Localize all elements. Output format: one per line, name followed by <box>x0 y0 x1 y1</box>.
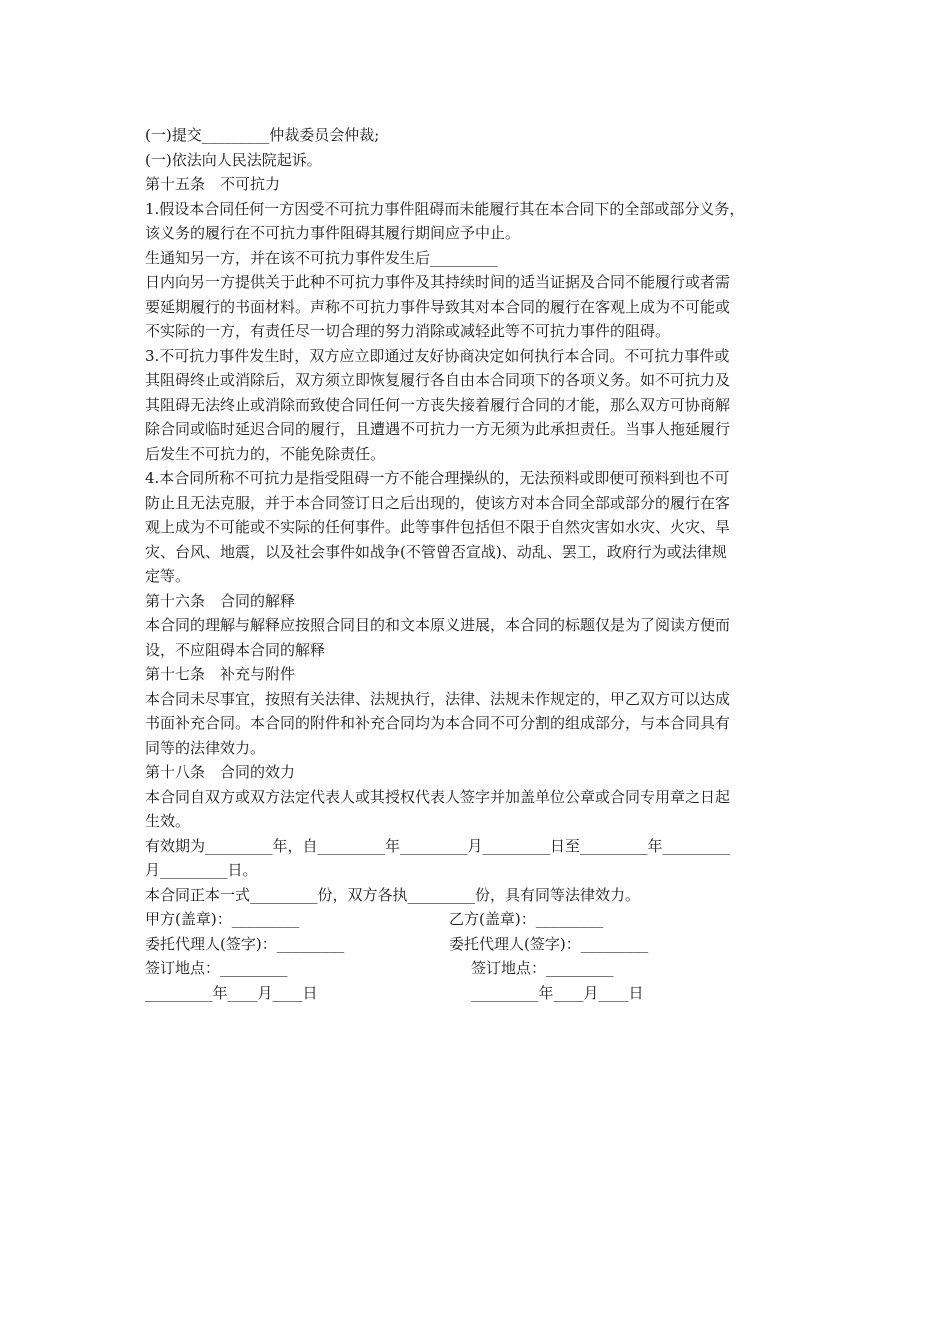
party-b-place: 签订地点：_________ <box>471 959 614 977</box>
paragraph-line: 日内向另一方提供关于此种不可抗力事件及其持续时间的适当证据及合同不能履行或者需 <box>145 273 731 291</box>
paragraph-line: 其阻碍终止或消除后，双方须立即恢复履行各自由本合同项下的各项义务。如不可抗力及 <box>145 371 731 389</box>
paragraph-line: 设，不应阻碍本合同的解释 <box>145 640 326 659</box>
signature-row-date <box>145 981 811 1006</box>
paragraph-line: 防止且无法克服，并于本合同签订日之后出现的，使该方对本合同全部或部分的履行在客 <box>145 493 731 512</box>
paragraph-line: 要延期履行的书面材料。声称不可抗力事件导致其对本合同的履行在客观上成为不可能或 <box>145 297 731 316</box>
paragraph-line: 生通知另一方，并在该不可抗力事件发生后_________ <box>145 248 498 267</box>
party-b-seal: 乙方(盖章)：_________ <box>449 910 604 928</box>
party-a-agent: 委托代理人(签字)：_________ <box>145 934 345 953</box>
paragraph-line: 1.假设本合同任何一方因受不可抗力事件阻碍而未能履行其在本合同下的全部或部分义务， <box>145 199 745 218</box>
paragraph-line: 灾、台风、地震，以及社会事件如战争(不管曾否宣战)、动乱、罢工，政府行为或法律规 <box>145 542 727 561</box>
party-a-seal: 甲方(盖章)：_________ <box>145 910 300 928</box>
article-heading-15: 第十五条 不可抗力 <box>145 175 281 193</box>
paragraph-line: 定等。 <box>145 567 191 585</box>
paragraph-line: 本合同的理解与解释应按照合同目的和文本原义进展，本合同的标题仅是为了阅读方便而 <box>145 616 731 634</box>
clause-item: (一)提交_________仲裁委员会仲裁; <box>145 126 380 144</box>
party-b-agent: 委托代理人(签字)：_________ <box>449 934 649 953</box>
paragraph-line: 本合同自双方或双方法定代表人或其授权代表人签字并加盖单位公章或合同专用章之日起 <box>145 787 731 806</box>
article-heading-18: 第十八条 合同的效力 <box>145 763 296 781</box>
paragraph-line: 4.本合同所称不可抗力是指受阻碍一方不能合理操纵的，无法预料或即便可预料到也不可 <box>145 469 730 487</box>
paragraph-line: 生效。 <box>145 812 191 830</box>
paragraph-line: 除合同或临时延迟合同的履行，且遭遇不可抗力一方无须为此承担责任。当事人拖延履行 <box>145 420 731 438</box>
party-a-date: _________年____月____日 <box>145 983 318 1002</box>
validity-period-line: 有效期为_________年，自_________年_________月_________日至_________年_________ <box>145 836 731 855</box>
paragraph-line: 同等的法律效力。 <box>145 738 266 757</box>
copies-line: 本合同正本一式_________份，双方各执_________份，具有同等法律效力。 <box>145 885 641 904</box>
paragraph-line: 3.不可抗力事件发生时，双方应立即通过友好协商决定如何执行本合同。不可抗力事件或 <box>145 346 730 365</box>
article-heading-16: 第十六条 合同的解释 <box>145 591 296 610</box>
clause-item: (一)依法向人民法院起诉。 <box>145 150 322 169</box>
signature-row-seal <box>145 907 811 932</box>
signature-row-agent <box>145 932 811 957</box>
party-a-place: 签订地点：_________ <box>145 959 288 977</box>
signature-row-place <box>145 956 811 981</box>
paragraph-line: 该义务的履行在不可抗力事件阻碍其履行期间应予中止。 <box>145 224 521 242</box>
paragraph-line: 观上成为不可能或不实际的任何事件。此等事件包括但不限于自然灾害如水灾、火灾、旱 <box>145 518 731 536</box>
contract-page <box>145 123 811 1005</box>
article-heading-17: 第十七条 补充与附件 <box>145 665 296 683</box>
paragraph-line: 不实际的一方，有责任尽一切合理的努力消除或减轻此等不可抗力事件的阻碍。 <box>145 322 671 340</box>
paragraph-line: 其阻碍无法终止或消除而致使合同任何一方丧失接着履行合同的才能，那么双方可协商解 <box>145 395 731 414</box>
party-b-date: _________年____月____日 <box>471 983 644 1002</box>
paragraph-line: 书面补充合同。本合同的附件和补充合同均为本合同不可分割的组成部分，与本合同具有 <box>145 714 731 732</box>
paragraph-line: 后发生不可抗力的，不能免除责任。 <box>145 444 386 463</box>
validity-period-line: 月_________日。 <box>145 861 258 879</box>
paragraph-line: 本合同未尽事宜，按照有关法律、法规执行，法律、法规未作规定的，甲乙双方可以达成 <box>145 689 731 708</box>
